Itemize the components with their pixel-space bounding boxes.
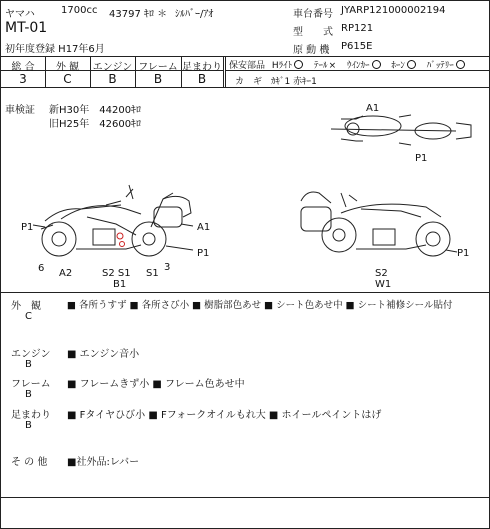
mileage: 43797 ｷﾛ ＊ xyxy=(109,9,168,20)
note-exterior-category: 外 観 xyxy=(11,301,41,312)
first-registration: 初年度登録 H17年6月 xyxy=(5,44,105,55)
label-left-p1b: P1 xyxy=(197,248,210,259)
note-engine-text: ■ エンジン音小 xyxy=(67,349,140,360)
maker: ヤマハ xyxy=(5,9,35,20)
top-view-motorcycle xyxy=(331,115,471,145)
displacement: 1700cc xyxy=(61,5,98,16)
frame-number-label: 車台番号 xyxy=(293,9,333,20)
body-color: ｼﾙﾊﾞｰ/ｱｵ xyxy=(175,9,214,20)
cross-mark: × xyxy=(328,61,337,71)
label-left-3: 3 xyxy=(164,262,171,273)
equipment-taillight: ﾃｰﾙ× xyxy=(314,61,337,71)
divider xyxy=(1,56,490,57)
note-suspension-text: ■ Fタイヤひび小 ■ Fフォークオイルもれ大 ■ ホイールペイントはげ xyxy=(67,410,382,421)
note-frame-text: ■ フレームきず小 ■ フレーム色あせ中 xyxy=(67,379,245,390)
label-left-s2s1: S2 S1 xyxy=(102,268,131,279)
grade-overall: 3 xyxy=(19,72,27,86)
label-top-a1: A1 xyxy=(366,103,380,114)
note-suspension-category: 足まわり xyxy=(11,410,51,421)
frame-number-value: JYARP121000002194 xyxy=(341,5,446,16)
note-other-text: ■社外品:レバー xyxy=(67,457,140,468)
note-other-category: そ の 他 xyxy=(11,457,48,468)
engine-model-label: 原 動 機 xyxy=(293,45,330,56)
left-side-motorcycle xyxy=(33,185,193,256)
equipment-battery: ﾊﾞｯﾃﾘｰ xyxy=(427,61,465,71)
grade-suspension: B xyxy=(197,72,207,86)
note-engine-category: エンジン xyxy=(11,349,51,360)
label-left-6: 6 xyxy=(38,263,45,274)
label-top-p1: P1 xyxy=(415,153,428,164)
note-exterior-text: ■ 各所うすず ■ 各所さび小 ■ 樹脂部色あせ ■ シート色あせ中 ■ シート補修シール貼付 xyxy=(67,300,453,311)
equipment-row xyxy=(229,58,465,71)
circle-icon xyxy=(294,60,303,69)
label-left-a2: A2 xyxy=(59,268,73,279)
grade-engine: B xyxy=(108,72,117,86)
label-left-b1: B1 xyxy=(113,279,127,290)
model-type-value: RP121 xyxy=(341,23,374,34)
inspection-old: 旧H25年 42600ｷﾛ xyxy=(49,119,142,130)
divider xyxy=(223,56,224,87)
label-left-p1: P1 xyxy=(21,222,34,233)
motorcycle-diagram xyxy=(1,89,490,293)
keys: カ ギ ｶｷﾞ1 赤ｷｰ1 xyxy=(235,77,317,87)
note-exterior-grade: C xyxy=(25,311,32,322)
grade-header-suspension: 足まわり xyxy=(182,62,222,73)
grade-header-overall: 総 合 xyxy=(11,62,35,73)
equipment-headlight: Hﾗｲﾄ xyxy=(272,61,303,71)
equipment-horn: ﾎｰﾝ xyxy=(391,61,416,71)
label-left-s1: S1 xyxy=(146,268,159,279)
grade-frame: B xyxy=(153,72,163,86)
grade-exterior: C xyxy=(63,72,72,86)
grade-header-frame: フレーム xyxy=(138,62,178,73)
grade-header-engine: エンジン xyxy=(92,62,133,73)
label-right-w1: W1 xyxy=(375,279,392,290)
label-left-a1: A1 xyxy=(197,222,211,233)
right-side-motorcycle xyxy=(301,192,457,256)
inspection-new: 新H30年 44200ｷﾛ xyxy=(49,105,142,116)
equipment-winker: ｳｲﾝｶｰ xyxy=(347,61,381,71)
circle-icon xyxy=(456,60,465,69)
grade-header-exterior: 外 観 xyxy=(55,62,80,73)
note-frame-category: フレーム xyxy=(11,379,51,390)
inspection-label: 車検証 xyxy=(5,105,35,116)
model-name: MT-01 xyxy=(5,20,48,36)
note-engine-grade: B xyxy=(25,359,32,370)
divider xyxy=(1,87,490,88)
note-frame-grade: B xyxy=(25,389,32,400)
label-right-s2: S2 xyxy=(375,268,388,279)
divider xyxy=(225,56,226,87)
divider xyxy=(1,292,490,293)
note-suspension-grade: B xyxy=(25,420,32,431)
model-type-label: 型 式 xyxy=(293,27,333,38)
engine-model-value: P615E xyxy=(341,41,373,52)
circle-icon xyxy=(407,60,416,69)
circle-icon xyxy=(372,60,381,69)
label-right-p1: P1 xyxy=(457,248,470,259)
equipment-title: 保安部品 xyxy=(229,61,266,71)
divider xyxy=(1,497,490,498)
